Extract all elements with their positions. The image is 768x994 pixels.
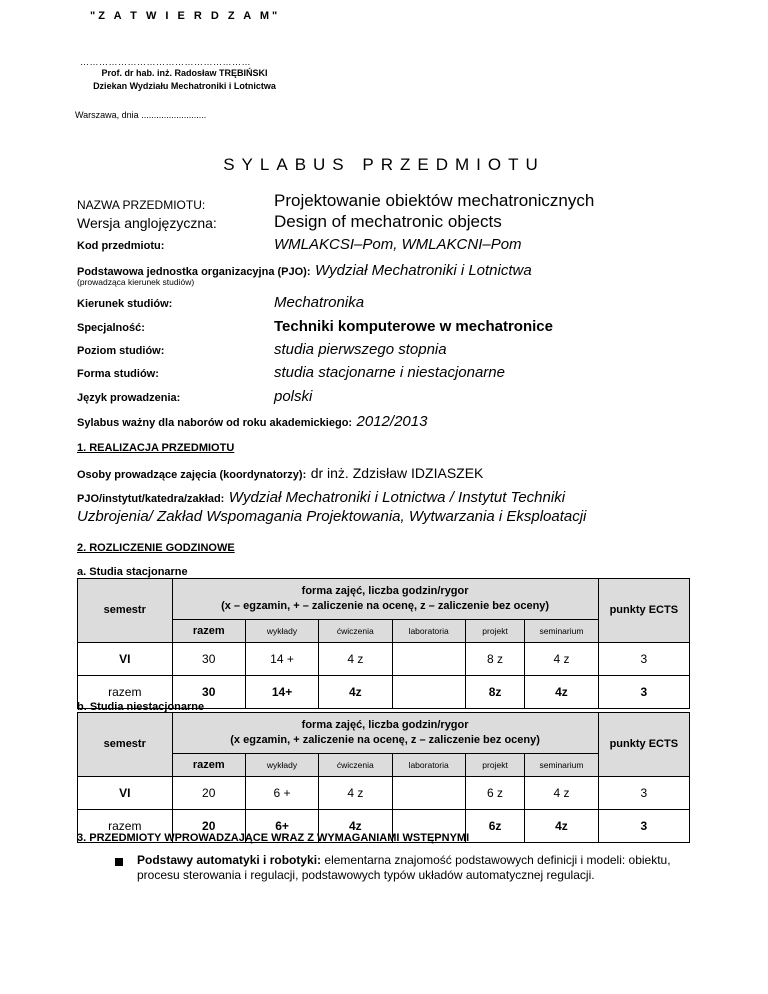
- hours-table-stationary: [77, 578, 690, 709]
- cell-razem: 30: [172, 676, 245, 709]
- cell-sem: razem: [78, 676, 173, 709]
- cell-projekt: 8 z: [465, 643, 525, 676]
- cell-seminarium: 4 z: [525, 777, 598, 810]
- level-label: Poziom studiów:: [77, 345, 165, 357]
- col-wyklady: wykłady: [245, 754, 318, 777]
- cell-projekt: 8z: [465, 676, 525, 709]
- cell-wyklady: 6+: [245, 810, 318, 843]
- validity-line: [77, 413, 427, 431]
- form-header: [172, 579, 598, 620]
- form-label: Forma studiów:: [77, 368, 159, 380]
- ects-header: punkty ECTS: [598, 713, 689, 777]
- specialty-label: Specjalność:: [77, 322, 145, 334]
- cell-cwiczenia: 4 z: [319, 643, 392, 676]
- ects-header: punkty ECTS: [598, 579, 689, 643]
- form-value: studia stacjonarne i niestacjonarne: [274, 364, 505, 381]
- pjo-value: Wydział Mechatroniki i Lotnictwa: [314, 262, 532, 279]
- pjo-label: Podstawowa jednostka organizacyjna (PJO):: [77, 266, 311, 278]
- coordinators-value: dr inż. Zdzisław IDZIASZEK: [310, 465, 484, 481]
- col-cwiczenia: ćwiczenia: [319, 754, 392, 777]
- cell-projekt: 6 z: [465, 777, 525, 810]
- col-cwiczenia: ćwiczenia: [319, 620, 392, 643]
- coordinators-line: [77, 465, 483, 483]
- col-laboratoria: laboratoria: [392, 620, 465, 643]
- specialty-value: Techniki komputerowe w mechatronice: [274, 318, 553, 335]
- approval-stamp: "Z A T W I E R D Z A M": [90, 10, 281, 22]
- cell-ects: 3: [598, 643, 689, 676]
- coordinators-label: Osoby prowadzące zajęcia (koordynatorzy):: [77, 469, 307, 481]
- unit-value-1: Wydział Mechatroniki i Lotnictwa / Instytut Techniki: [228, 489, 566, 506]
- form-header-line-1: forma zajęć, liczba godzin/rygor: [301, 719, 469, 731]
- cell-cwiczenia: 4z: [319, 810, 392, 843]
- cell-razem: 20: [172, 777, 245, 810]
- cell-sem: VI: [78, 777, 173, 810]
- unit-line: [77, 489, 565, 507]
- prerequisite-text: elementarna znajomość podstawowych definicji i modeli: obiektu, procesu sterowania i regulacji, podstawowych typów układów automatycznej regulacji.: [137, 853, 671, 882]
- table-row: [78, 643, 690, 676]
- language-label: Język prowadzenia:: [77, 392, 181, 404]
- cell-laboratoria: [392, 777, 465, 810]
- prerequisite-label: Podstawy automatyki i robotyki:: [137, 853, 322, 867]
- cell-ects: 3: [598, 810, 689, 843]
- form-header: [172, 713, 598, 754]
- language-value: polski: [274, 388, 313, 405]
- hours-table-part-time: [77, 712, 690, 843]
- col-seminarium: seminarium: [525, 620, 598, 643]
- cell-wyklady: 14+: [245, 676, 318, 709]
- validity-year: 2012/2013: [356, 413, 428, 430]
- subject-name: Projektowanie obiektów mechatronicznych: [274, 191, 595, 210]
- signer-title: Dziekan Wydziału Mechatroniki i Lotnictwa: [93, 81, 276, 91]
- cell-seminarium: 4z: [525, 676, 598, 709]
- table-a-caption: a. Studia stacjonarne: [77, 566, 188, 578]
- signer-name: Prof. dr hab. inż. Radosław TRĘBIŃSKI: [101, 68, 268, 78]
- cell-razem: 20: [172, 810, 245, 843]
- prerequisite-item: [137, 853, 677, 883]
- english-label: Wersja anglojęzyczna:: [77, 215, 217, 231]
- signer-block: [72, 67, 297, 93]
- col-razem: razem: [172, 620, 245, 643]
- cell-laboratoria: [392, 676, 465, 709]
- col-razem: razem: [172, 754, 245, 777]
- cell-seminarium: 4z: [525, 810, 598, 843]
- semester-header: semestr: [78, 713, 173, 777]
- cell-projekt: 6z: [465, 810, 525, 843]
- col-projekt: projekt: [465, 754, 525, 777]
- section-1-heading: 1. REALIZACJA PRZEDMIOTU: [77, 442, 235, 454]
- cell-cwiczenia: 4z: [319, 676, 392, 709]
- unit-value-2: Uzbrojenia/ Zakład Wspomagania Projektowania, Wytwarzania i Eksploatacji: [77, 508, 587, 525]
- cell-ects: 3: [598, 676, 689, 709]
- section-3-heading: 3. PRZEDMIOTY WPROWADZAJĄCE WRAZ Z WYMAGANIAMI WSTĘPNYMI: [77, 832, 470, 844]
- direction-label: Kierunek studiów:: [77, 298, 173, 310]
- table-row: [78, 777, 690, 810]
- col-laboratoria: laboratoria: [392, 754, 465, 777]
- form-header-line-2: (x egzamin, + zaliczenie na ocenę, z – zaliczenie bez oceny): [230, 734, 540, 746]
- english-name: Design of mechatronic objects: [274, 212, 502, 231]
- pjo-note: (prowadząca kierunek studiów): [77, 277, 195, 287]
- cell-razem: 30: [172, 643, 245, 676]
- direction-value: Mechatronika: [274, 294, 365, 311]
- cell-sem: VI: [78, 643, 173, 676]
- signature-line: ………………………………………………: [80, 57, 251, 67]
- cell-laboratoria: [392, 643, 465, 676]
- validity-label: Sylabus ważny dla naborów od roku akademickiego:: [77, 417, 353, 429]
- level-value: studia pierwszego stopnia: [274, 341, 447, 358]
- cell-sem: razem: [78, 810, 173, 843]
- code-label: Kod przedmiotu:: [77, 240, 165, 252]
- form-header-line-2: (x – egzamin, + – zaliczenie na ocenę, z – zaliczenie bez oceny): [221, 600, 550, 612]
- cell-cwiczenia: 4 z: [319, 777, 392, 810]
- cell-ects: 3: [598, 777, 689, 810]
- col-projekt: projekt: [465, 620, 525, 643]
- subject-code: WMLAKCSI–Pom, WMLAKCNI–Pom: [274, 236, 522, 253]
- section-2-heading: 2. ROZLICZENIE GODZINOWE: [77, 542, 235, 554]
- table-b-caption: b. Studia niestacjonarne: [77, 701, 205, 713]
- cell-seminarium: 4 z: [525, 643, 598, 676]
- cell-wyklady: 14 +: [245, 643, 318, 676]
- unit-label: PJO/instytut/katedra/zakład:: [77, 493, 225, 505]
- subject-name-label: NAZWA PRZEDMIOTU:: [77, 198, 206, 212]
- page-title: SYLABUS PRZEDMIOTU: [223, 155, 545, 174]
- bullet-icon: [115, 858, 123, 866]
- col-wyklady: wykłady: [245, 620, 318, 643]
- form-header-line-1: forma zajęć, liczba godzin/rygor: [301, 585, 469, 597]
- place-date: Warszawa, dnia ..........................: [75, 110, 207, 120]
- col-seminarium: seminarium: [525, 754, 598, 777]
- cell-wyklady: 6 +: [245, 777, 318, 810]
- semester-header: semestr: [78, 579, 173, 643]
